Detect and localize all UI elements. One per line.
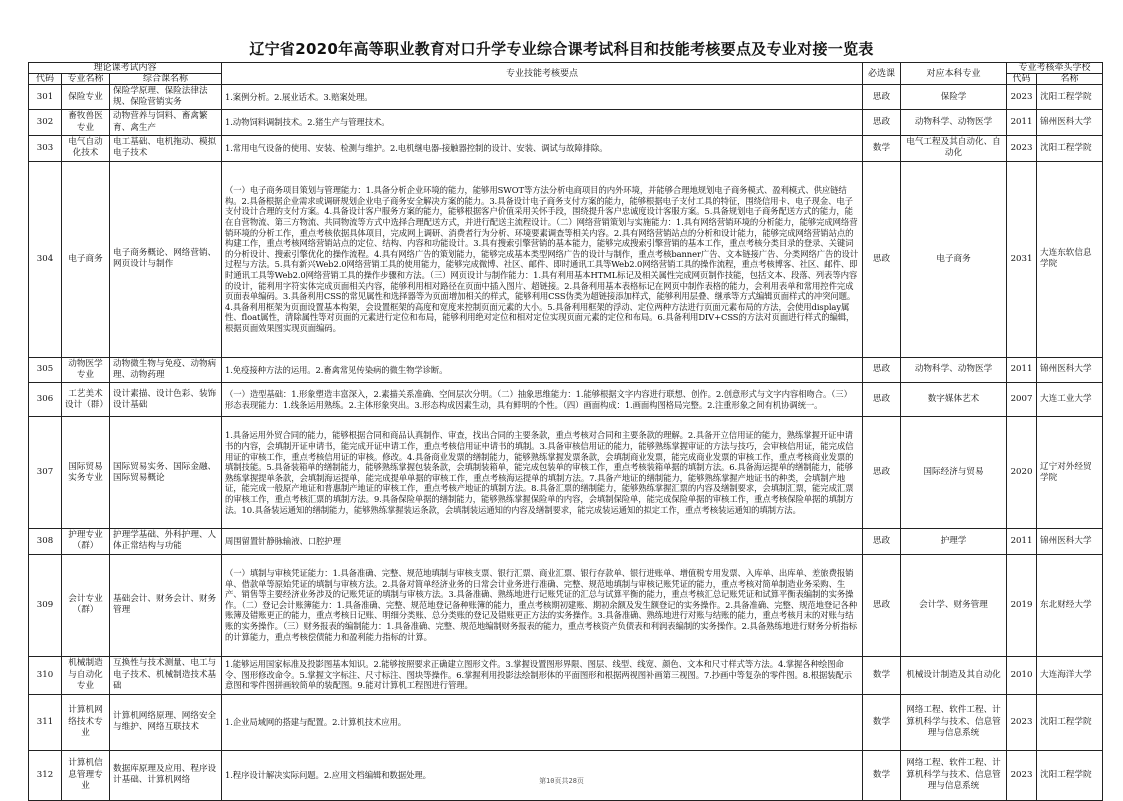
row-courses: 计算机网络原理、网络安全与维护、网络互联技术 [110,694,222,750]
row-school-code: 2023 [1007,135,1037,161]
row-elective: 数学 [863,656,901,694]
row-school-name: 沈阳工程学院 [1037,85,1103,110]
row-courses: 动物微生物与免疫、动物病理、动物药理 [110,357,222,382]
row-undergrad-major: 动物科学、动物医学 [901,110,1007,135]
row-code: 301 [29,85,62,110]
row-school-name: 沈阳工程学院 [1037,750,1103,800]
row-major-name: 保险专业 [62,85,110,110]
row-skill-points: （一）造型基础：1.形象塑造丰富深入，2.素描关系准确、空间层次分明。（二）抽象思维能力：1.能够根据文字内容进行联想、创作。2.创意形式与文字内容相吻合。（三）形态表现能力：1.线条运用熟练。2.主体形象突出。3.形态构成因素生动，具有鲜明的个性。（四）画面构成：1.画面构图格局完整。2.注重形象之间有机协调统一。 [222,383,863,417]
row-courses: 设计素描、设计色彩、装饰设计基础 [110,383,222,417]
row-skill-points: 1.程序设计解决实际问题。2.应用文档编辑和数据处理。 [222,750,863,800]
row-skill-points: 1.案例分析。2.展业话术。3.赔案处理。 [222,85,863,110]
row-school-name: 沈阳工程学院 [1037,694,1103,750]
row-school-name: 锦州医科大学 [1037,110,1103,135]
row-courses: 数据库原理及应用、程序设计基础、计算机网络 [110,750,222,800]
row-major-name: 电气自动化技术 [62,135,110,161]
row-code: 307 [29,417,62,529]
table-row [29,417,1103,529]
header-school-code: 代码 [1007,74,1037,85]
row-courses: 基础会计、财务会计、财务管理 [110,554,222,656]
row-major-name: 电子商务 [62,161,110,357]
row-code: 304 [29,161,62,357]
row-undergrad-major: 国际经济与贸易 [901,417,1007,529]
row-elective: 数学 [863,750,901,800]
table-row [29,85,1103,110]
row-courses: 电工基础、电机拖动、模拟电子技术 [110,135,222,161]
row-courses: 保险学原理、保险法律法规、保险营销实务 [110,85,222,110]
row-undergrad-major: 数字媒体艺术 [901,383,1007,417]
row-courses: 动物营养与饲料、畜禽繁育、禽生产 [110,110,222,135]
table-row [29,357,1103,382]
table-body [29,85,1103,801]
header-school-group: 专业考核牵头学校 [1007,63,1103,74]
table-row [29,529,1103,554]
header-skill-points: 专业技能考核要点 [222,63,863,85]
table-row [29,656,1103,694]
row-undergrad-major: 动物科学、动物医学 [901,357,1007,382]
row-school-name: 锦州医科大学 [1037,529,1103,554]
row-code: 303 [29,135,62,161]
row-undergrad-major: 会计学、财务管理 [901,554,1007,656]
row-undergrad-major: 保险学 [901,85,1007,110]
row-elective: 思政 [863,110,901,135]
subject-table [28,62,1103,801]
header-elective: 必选课 [863,63,901,85]
row-school-name: 东北财经大学 [1037,554,1103,656]
header-major-name: 专业名称 [62,74,110,85]
row-undergrad-major: 护理学 [901,529,1007,554]
row-courses: 互换性与技术测量、电工与电子技术、机械制造技术基础 [110,656,222,694]
row-undergrad-major: 电气工程及其自动化、自动化 [901,135,1007,161]
page-title: 辽宁省2020年高等职业教育对口升学专业综合课考试科目和技能考核要点及专业对接一览表 [249,40,874,58]
row-undergrad-major: 网络工程、软件工程、计算机科学与技术、信息管理与信息系统 [901,694,1007,750]
row-elective: 思政 [863,417,901,529]
table-row [29,554,1103,656]
row-elective: 思政 [863,85,901,110]
row-courses: 国际贸易实务、国际金融、国际贸易概论 [110,417,222,529]
row-code: 312 [29,750,62,800]
header-code: 代码 [29,74,62,85]
page-number: 第10页共28页 [539,777,584,785]
row-code: 308 [29,529,62,554]
row-elective: 数学 [863,135,901,161]
header-theory-group: 理论课考试内容 [29,63,222,74]
row-skill-points: 周围留置针静脉输液、口腔护理 [222,529,863,554]
row-school-code: 2023 [1007,85,1037,110]
row-school-code: 2023 [1007,750,1037,800]
row-elective: 思政 [863,383,901,417]
row-major-name: 国际贸易实务专业 [62,417,110,529]
row-skill-points: 1.常用电气设备的使用、安装、检测与维护。2.电机继电器-接触器控制的设计、安装、调试与故障排除。 [222,135,863,161]
row-major-name: 机械制造与自动化专业 [62,656,110,694]
row-school-name: 沈阳工程学院 [1037,135,1103,161]
row-code: 306 [29,383,62,417]
table-row [29,110,1103,135]
row-elective: 数学 [863,694,901,750]
row-skill-points: 1.具备运用外贸合同的能力，能够根据合同和商品认真制作、审查，找出合同的主要条款，重点考核对合同和主要条款的理解。2.具备开立信用证的能力，熟练掌握开证申请书的内容，会填制开证申请书，能完成开证申请工作，重点考核信用证申请书的填制。3.具备审核信用证的能力，能够熟练掌握审证的方法与技巧，会审核信用证，能完成信用证的审核工作，重点考核信用证的审核。修改。4.具备商业发票的缮制能力，能够熟练掌握发票条款，会填制商业发票，能完成商业发票的审核工作，重点考核商业发票的填制技能。5.具备装箱单的缮制能力，能够熟练掌握包装条款，会填制装箱单，能完成包装单的审核工作，重点考核装箱单据的填制方法。6.具备海运提单的缮制能力，能够熟练掌握提单条款，会填制海运提单，能完成提单单据的审核工作，重点考核海运提单的填制方法。7.具备产地证的缮制能力，能够熟练掌握产地证书的种类，会填制产地证，能完成一般原产地证和普惠制产地证的审核工作，重点考核产地证的填制方法。8.具备汇票的缮制能力，能够熟练掌握汇票的内容及缮制要求，会填制汇票，能完成汇票的审核工作，重点考核汇票的填制方法。9.具备保险单据的缮制能力，能够熟练掌握保险单的内容，会填制保险单，能完成保险单据的审核工作，重点考核保险单据的填制方法。10.具备装运通知的缮制能力，能够熟练掌握装运条款，会填制装运通知的内容及缮制要求，能完成装运通知的拟定工作，重点考核装运通知的填制方法。 [222,417,863,529]
row-school-code: 2031 [1007,161,1037,357]
row-school-code: 2011 [1007,357,1037,382]
row-school-code: 2020 [1007,417,1037,529]
row-skill-points: （一）填制与审核凭证能力：1.具备准确、完整、规范地填制与审核支票、银行汇票、商业汇票、银行存款单、银行进账单、增值税专用发票、入库单、出库单、差旅费报销单、借款单等原始凭证的填制与审核方法。2.具备对简单经济业务的日常会计业务进行准确、完整、规范地填制与审核记账凭证的能力，重点考核对简单制造业务采购、生产、销售等主要经济业务涉及的记账凭证的填制与审核方法。3.具备准确、熟练地进行记账凭证的汇总与试算平衡的能力，重点考核汇总记账凭证和试算平衡表编制的实务操作。（二）登记会计账簿能力：1.具备准确、完整、规范地登记备种账簿的能力，重点考核期初建账、期初余额及发生额登记的实务操作。2.具备准确、完整、规范地登记各种账簿及错账更正的能力，重点考核日记账、明细分类账、总分类账的登记及错账更正方法的实务操作。3.具备准确、熟练地进行对账与结账的能力，重点考核月末的对账与结账的实务操作。（三）财务报表的编制能力：1.具备准确、完整、规范地编制财务报表的能力，重点考核资产负债表和利润表编制的实务操作。2.具备熟练地进行财务分析指标的计算能力，重点考核偿债能力和盈利能力指标的计算。 [222,554,863,656]
row-school-code: 2011 [1007,110,1037,135]
row-undergrad-major: 机械设计制造及其自动化 [901,656,1007,694]
row-major-name: 计算机网络技术专业 [62,694,110,750]
table-row [29,383,1103,417]
row-school-code: 2010 [1007,656,1037,694]
row-elective: 思政 [863,529,901,554]
row-school-code: 2011 [1007,529,1037,554]
row-elective: 思政 [863,554,901,656]
row-school-code: 2007 [1007,383,1037,417]
row-code: 311 [29,694,62,750]
row-school-name: 辽宁对外经贸学院 [1037,417,1103,529]
row-courses: 护理学基础、外科护理、人体正常结构与功能 [110,529,222,554]
row-elective: 思政 [863,161,901,357]
row-major-name: 畜牧兽医专业 [62,110,110,135]
header-course-name: 综合课名称 [110,74,222,85]
table-row [29,694,1103,750]
row-major-name: 护理专业（群） [62,529,110,554]
row-courses: 电子商务概论、网络营销、网页设计与制作 [110,161,222,357]
row-major-name: 动物医学专业 [62,357,110,382]
table-row [29,135,1103,161]
table-row [29,161,1103,357]
row-school-name: 锦州医科大学 [1037,357,1103,382]
row-skill-points: （一）电子商务项目策划与管理能力：1.具备分析企业环境的能力，能够用SWOT等方法分析电商项目的内外环境，并能够合理地规划电子商务模式、盈利模式、供应链结构。2.具备根据企业需求或调研规划企业电子商务安全解决方案的能力。3.具备设计电子商务支付方案的能力，能够根据电子支付工具的特征，围绕信用卡、电子现金、电子支付设计合理的支付方案。4.具备设计客户服务方案的能力，能够根据客户价值采用关怀手段，围绕提升客户忠诚度设计客服方案。5.具备规划电子商务配送方式的能力，能在自营物流、第三方物流、共同物流等方式中选择合理配送方式，并进行配送主流程设计。（二）网络营销策划与实施能力：1.具有网络营销环境的分析能力，能够完成网络营销环境的分析工作，重点考核依据具体项目，完成网上调研、消费者行为分析、环境要素调查等相关内容。2.具有网络营销站点的分析和设计能力，能够完成网络营销站点的构建工作，重点考核网络营销站点的定位、结构、内容和功能设计。3.具有搜索引擎营销的基本能力，能够完成搜索引擎营销的基本工作，重点考核分类目录的登录、关键词的分析设计、搜索引擎优化的操作流程。4.具有网络广告的策划能力，能够完成基本类型网络广告的设计与制作，重点考核banner广告、文本链接广告、分类网络广告的设计过程与方法。5.具有新兴Web2.0网络营销工具的使用能力，能够完成微博、社区、邮件、即时通讯工具等Web2.0网络营销工具的操作流程，重点考核博客、社区、邮件、即时通讯工具等Web2.0网络营销工具的操作步骤和方法。（三）网页设计与制作能力：1.具有利用基本HTML标记及相关属性完成网页制作技能，包括文本、段落、列表等内容的设计，能利用字符实体完成页面相关内容，能够利用相对路径在页面中插入图片、超链接。2.具备利用基本表格标记在网页中制作表格的能力，会利用表单和常用控件完成页面表单编码。3.具备利用CSS的常见属性和选择器等为页面增加相关的样式，能够利用CSS伪类为超链接添加样式，能够利用层叠、继承等方式编辑页面样式的冲突问题。4.具备利用框架为页面设置基本构架，会设置框架的高度和宽度来控制页面元素的大小。5.具备利用框架的浮动、定位两种方法进行页面元素布局的方法，会使用display属性、float属性，清除属性等对页面的元素进行定位和布局，能够利用绝对定位和相对定位实现页面元素的定位和布局。6.具备利用DIV+CSS的方法对页面进行样式的编辑，根据页面效果图实现页面编码。 [222,161,863,357]
row-code: 302 [29,110,62,135]
row-undergrad-major: 网络工程、软件工程、计算机科学与技术、信息管理与信息系统 [901,750,1007,800]
row-major-name: 会计专业（群） [62,554,110,656]
row-elective: 思政 [863,357,901,382]
row-school-code: 2019 [1007,554,1037,656]
row-school-name: 大连工业大学 [1037,383,1103,417]
row-skill-points: 1.动物饲料调制技术。2.猪生产与管理技术。 [222,110,863,135]
row-code: 309 [29,554,62,656]
row-school-name: 大连东软信息学院 [1037,161,1103,357]
row-skill-points: 1.企业局域网的搭建与配置。2.计算机技术应用。 [222,694,863,750]
row-major-name: 工艺美术设计（群） [62,383,110,417]
row-code: 305 [29,357,62,382]
row-undergrad-major: 电子商务 [901,161,1007,357]
row-school-code: 2023 [1007,694,1037,750]
row-skill-points: 1.能够运用国家标准及投影图基本知识。2.能够按照要求正确建立图形文件。3.掌握设置图形界限、图层、线型、线宽、颜色、文本和尺寸样式等方法。4.掌握各种绘图命令、图形修改命令。5.掌握文字标注、尺寸标注、图块等操作。6.掌握利用投影法绘制形体的平面图形和根据两视图补画第三视图。7.抄画中等复杂的零件图。8.根据装配示意图和零件图拼画较简单的装配图。9.能对计算机工程图进行管理。 [222,656,863,694]
row-major-name: 计算机信息管理专业 [62,750,110,800]
row-skill-points: 1.免疫接种方法的运用。2.畜禽常见传染病的微生物学诊断。 [222,357,863,382]
row-school-name: 大连海洋大学 [1037,656,1103,694]
header-school-name: 名称 [1037,74,1103,85]
row-code: 310 [29,656,62,694]
header-undergrad-major: 对应本科专业 [901,63,1007,85]
